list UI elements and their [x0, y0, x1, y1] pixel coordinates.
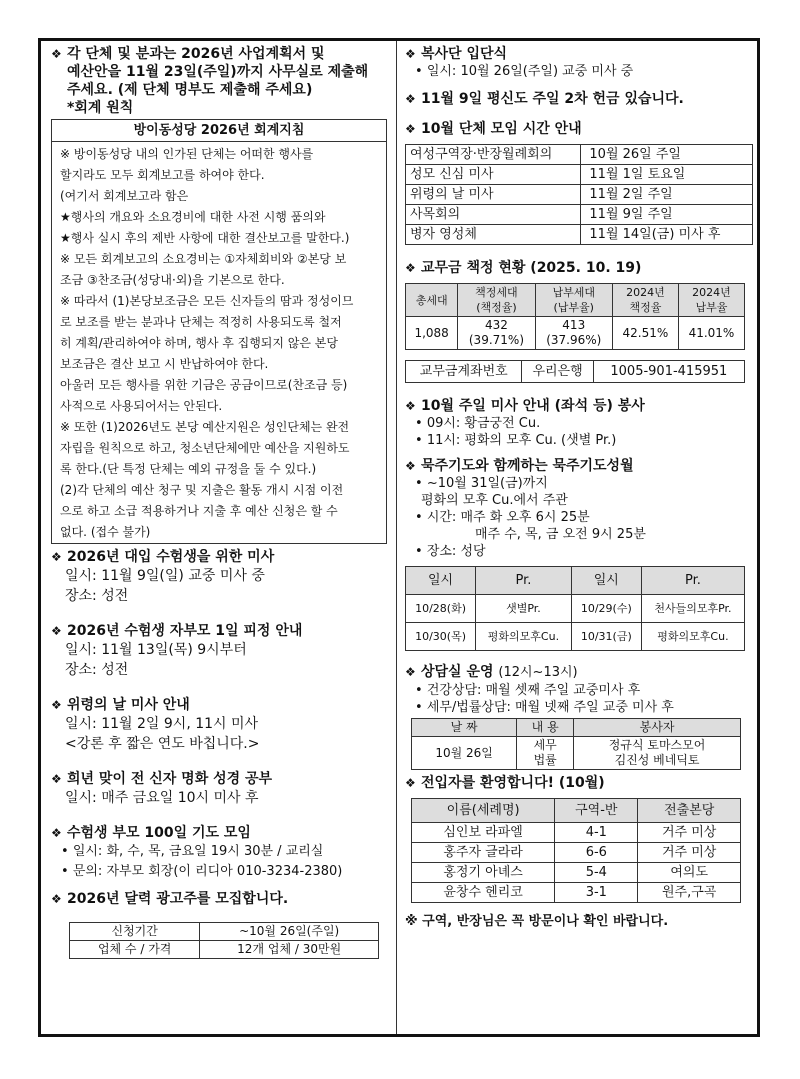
section-line: 장소: 성전 — [65, 662, 129, 678]
bullet-line: • 일시: 10월 26일(주일) 교중 미사 중 — [415, 64, 634, 79]
section-line: 장소: 성전 — [65, 588, 129, 604]
account-number: 1005-901-415951 — [593, 361, 744, 383]
right-column — [405, 45, 757, 930]
column-divider — [396, 41, 397, 1034]
table-cell: 1,088 — [406, 317, 458, 350]
table-row — [412, 737, 741, 770]
newcomers-table — [411, 798, 741, 903]
section-heading: 10월 단체 모임 시간 안내 — [421, 121, 582, 137]
table-cell: 10/29(수) — [571, 595, 641, 623]
guideline-line: (2)각 단체의 예산 청구 및 지출은 활동 개시 시점 이전 — [60, 483, 344, 497]
table-cell: 샛별Pr. — [476, 595, 572, 623]
table-row — [406, 145, 753, 165]
table-cell: 심인보 라파엘 — [412, 823, 555, 843]
guideline-line: ※ 모든 회계보고의 소요경비는 ①자체회비와 ②본당 보 — [60, 252, 347, 266]
table-cell: 여의도 — [638, 863, 741, 883]
bullet-line: • 09시: 황금궁전 Cu. — [415, 416, 541, 431]
rosary-month-section — [405, 457, 757, 651]
section-line: 일시: 11월 13일(목) 9시부터 — [65, 642, 247, 658]
diamond-bullet-icon: ❖ — [51, 47, 62, 61]
table-cell: 여성구역장·반장월례회의 — [406, 145, 581, 165]
dues-table — [405, 283, 745, 350]
prayer-meeting-section — [51, 824, 387, 882]
section-heading: 2026년 대입 수험생을 위한 미사 — [67, 549, 275, 565]
bullet-line: • 건강상담: 매월 셋째 주일 교중미사 후 — [415, 683, 641, 698]
budget-heading-line: 예산안을 11월 23일(주일)까지 사무실로 제출해 — [67, 64, 369, 80]
table-row — [406, 185, 753, 205]
guideline-line: ※ 방이동성당 내의 인가된 단체는 어떠한 행사를 — [60, 147, 314, 161]
table-row — [412, 883, 741, 903]
column-header: 책정세대 (책정율) — [458, 284, 535, 317]
exam-mass-section — [51, 548, 387, 606]
footer-note: ※ 구역, 반장님은 꼭 방문이나 확인 바랍니다. — [405, 914, 669, 929]
table-row — [406, 361, 745, 383]
table-cell: 사목회의 — [406, 205, 581, 225]
dues-account-table — [405, 360, 745, 383]
account-label: 교무금계좌번호 — [406, 361, 522, 383]
table-row — [406, 165, 753, 185]
bullet-line: • 일시: 화, 수, 목, 금요일 19시 30분 / 교리실 — [61, 844, 324, 859]
rosary-schedule-table — [405, 566, 745, 651]
table-cell: 10/30(목) — [406, 623, 476, 651]
left-column — [51, 45, 387, 959]
column-header: 날 짜 — [412, 719, 517, 737]
calendar-ad-table — [69, 922, 379, 959]
guideline-line: 아울러 모든 행사를 위한 기금은 공금이므로(찬조금 등) — [60, 378, 348, 392]
accounting-guideline-box — [51, 119, 387, 544]
table-row — [412, 843, 741, 863]
section-heading: 전입자를 환영합니다! (10월) — [421, 775, 605, 791]
table-cell: 42.51% — [612, 317, 678, 350]
table-row — [406, 225, 753, 245]
table-header-row — [412, 719, 741, 737]
diamond-bullet-icon: ❖ — [405, 459, 416, 473]
section-heading: 희년 맞이 전 신자 명화 성경 공부 — [67, 771, 273, 787]
table-header-row — [406, 567, 745, 595]
section-heading: 상담실 운영 — [421, 664, 494, 680]
guideline-line: ※ 따라서 (1)본당보조금은 모든 신자들의 땀과 정성이므 — [60, 294, 354, 308]
diamond-bullet-icon: ❖ — [405, 261, 416, 275]
column-header: 구역-반 — [555, 799, 638, 823]
table-cell: 신청기간 — [70, 923, 200, 941]
section-line: 일시: 매주 금요일 10시 미사 후 — [65, 790, 259, 806]
diamond-bullet-icon: ❖ — [405, 399, 416, 413]
column-header: Pr. — [476, 567, 572, 595]
bullet-line: • 장소: 성당 — [415, 544, 486, 559]
accounting-principle-note: *회계 원칙 — [67, 100, 134, 116]
table-cell: 평화의모후Cu. — [476, 623, 572, 651]
mass-service-section — [405, 397, 757, 449]
guideline-line: 로 보조를 받는 분과나 단체는 적정히 사용되도록 철저 — [60, 315, 342, 329]
table-cell: 병자 영성체 — [406, 225, 581, 245]
diamond-bullet-icon: ❖ — [51, 624, 62, 638]
group-meeting-table — [405, 144, 753, 245]
counseling-volunteers: 정규식 토마스모어 김진성 베네딕토 — [574, 737, 741, 770]
counseling-topics: 세무 법률 — [517, 737, 574, 770]
column-header: 총세대 — [406, 284, 458, 317]
section-line: 평화의 모후 Cu.에서 주관 — [421, 493, 568, 508]
table-row — [406, 595, 745, 623]
column-header: 이름(세례명) — [412, 799, 555, 823]
guideline-line: 조금 ③찬조금(성당내·외)을 기본으로 한다. — [60, 273, 285, 287]
bullet-line: • 시간: 매주 화 오후 6시 25분 — [415, 510, 590, 525]
dues-status-section — [405, 259, 757, 383]
guideline-line: ※ 또한 (1)2026년도 본당 예산지원은 성인단체는 완전 — [60, 420, 350, 434]
table-cell: ~10월 26일(주일) — [200, 923, 379, 941]
table-header-row — [406, 284, 745, 317]
guideline-line: 록 한다.(단 특정 단체는 예외 규정을 둘 수 있다.) — [60, 462, 317, 476]
section-line: 매주 수, 목, 금 오전 9시 25분 — [475, 527, 646, 542]
section-line: 일시: 11월 9일(일) 교중 미사 중 — [65, 568, 265, 584]
diamond-bullet-icon: ❖ — [405, 665, 416, 679]
guideline-line: ★행사의 개요와 소요경비에 대한 사전 시행 품의와 — [60, 210, 326, 224]
section-heading: 교무금 책정 현황 (2025. 10. 19) — [421, 260, 642, 276]
table-cell: 3-1 — [555, 883, 638, 903]
table-row — [406, 205, 753, 225]
bullet-line: • 문의: 자부모 회장(이 리디아 010-3234-2380) — [61, 864, 343, 879]
counseling-section — [405, 663, 757, 770]
table-cell: 4-1 — [555, 823, 638, 843]
section-heading: 11월 9일 평신도 주일 2차 헌금 있습니다. — [421, 91, 684, 107]
counseling-table — [411, 718, 741, 770]
table-cell: 천사들의모후Pr. — [641, 595, 744, 623]
table-cell: 12개 업체 / 30만원 — [200, 941, 379, 959]
column-header: 일시 — [571, 567, 641, 595]
table-cell: 6-6 — [555, 843, 638, 863]
bulletin-page — [38, 38, 760, 1037]
bible-study-section — [51, 770, 387, 808]
table-header-row — [412, 799, 741, 823]
all-souls-mass-section — [51, 696, 387, 754]
table-cell: 윤창수 헨리코 — [412, 883, 555, 903]
collection-notice — [405, 90, 757, 108]
guideline-line: 히 계획/관리하여야 하며, 행사 후 집행되지 않은 본당 — [60, 336, 338, 350]
table-cell: 거주 미상 — [638, 823, 741, 843]
counseling-hours: (12시~13시) — [498, 665, 578, 680]
table-cell: 5-4 — [555, 863, 638, 883]
diamond-bullet-icon: ❖ — [405, 92, 416, 106]
table-cell: 11월 14일(금) 미사 후 — [581, 225, 753, 245]
guideline-line: ★행사 실시 후의 제반 사항에 대한 결산보고를 말한다.) — [60, 231, 350, 245]
guideline-lines — [60, 144, 378, 543]
table-cell: 업체 수 / 가격 — [70, 941, 200, 959]
calendar-ad-section — [51, 890, 387, 959]
section-heading: 10월 주일 미사 안내 (좌석 등) 봉사 — [421, 398, 645, 414]
guideline-line: (여기서 회계보고라 함은 — [60, 189, 189, 203]
guideline-title: 방이동성당 2026년 회계지침 — [52, 120, 386, 142]
diamond-bullet-icon: ❖ — [51, 550, 62, 564]
table-cell: 홍주자 글라라 — [412, 843, 555, 863]
section-heading: 복사단 입단식 — [421, 46, 508, 62]
bullet-line: • ~10월 31일(금)까지 — [415, 476, 548, 491]
guideline-line: 으로 하고 소급 적용하거나 지출 후 예산 신청은 할 수 — [60, 504, 338, 518]
column-header: 2024년 책정율 — [612, 284, 678, 317]
guideline-line: 사적으로 사용되어서는 안된다. — [60, 399, 223, 413]
table-cell: 11월 2일 주일 — [581, 185, 753, 205]
table-cell: 홍정기 아녜스 — [412, 863, 555, 883]
section-heading: 2026년 달력 광고주를 모집합니다. — [67, 891, 289, 907]
table-cell: 11월 9일 주일 — [581, 205, 753, 225]
table-row — [406, 317, 745, 350]
table-row — [70, 941, 379, 959]
section-heading: 위령의 날 미사 안내 — [67, 697, 190, 713]
diamond-bullet-icon: ❖ — [51, 892, 62, 906]
table-row — [70, 923, 379, 941]
table-cell: 11월 1일 토요일 — [581, 165, 753, 185]
table-cell: 위령의 날 미사 — [406, 185, 581, 205]
table-cell: 거주 미상 — [638, 843, 741, 863]
section-heading: 2026년 수험생 자부모 1일 피정 안내 — [67, 623, 303, 639]
guideline-line: 없다. (접수 불가) — [60, 525, 151, 539]
altar-server-section — [405, 45, 757, 80]
column-header: 봉사자 — [574, 719, 741, 737]
guideline-line: 보조금은 결산 보고 시 반납하여야 한다. — [60, 357, 269, 371]
diamond-bullet-icon: ❖ — [51, 826, 62, 840]
table-row — [412, 823, 741, 843]
counseling-date: 10월 26일 — [412, 737, 517, 770]
table-cell: 432 (39.71%) — [458, 317, 535, 350]
column-header: 일시 — [406, 567, 476, 595]
budget-heading-line: 각 단체 및 분과는 2026년 사업계획서 및 — [67, 46, 325, 62]
account-bank: 우리은행 — [522, 361, 593, 383]
column-header: Pr. — [641, 567, 744, 595]
column-header: 전출본당 — [638, 799, 741, 823]
column-header: 2024년 납부율 — [678, 284, 744, 317]
table-cell: 10월 26일 주일 — [581, 145, 753, 165]
section-heading: 수험생 부모 100일 기도 모임 — [67, 825, 251, 841]
table-cell: 10/31(금) — [571, 623, 641, 651]
table-row — [406, 623, 745, 651]
section-line: 일시: 11월 2일 9시, 11시 미사 — [65, 716, 259, 732]
table-cell: 41.01% — [678, 317, 744, 350]
diamond-bullet-icon: ❖ — [51, 772, 62, 786]
budget-notice — [51, 45, 387, 117]
group-meeting-section — [405, 120, 757, 245]
table-cell: 413 (37.96%) — [535, 317, 612, 350]
table-cell: 평화의모후Cu. — [641, 623, 744, 651]
diamond-bullet-icon: ❖ — [405, 776, 416, 790]
table-cell: 원주,구곡 — [638, 883, 741, 903]
diamond-bullet-icon: ❖ — [405, 47, 416, 61]
section-line: <강론 후 짧은 연도 바칩니다.> — [65, 736, 260, 752]
column-header: 납부세대 (납부율) — [535, 284, 612, 317]
table-cell: 10/28(화) — [406, 595, 476, 623]
budget-heading-line: 주세요. (제 단체 명부도 제출해 주세요) — [67, 82, 313, 98]
guideline-line: 자립을 원칙으로 하고, 청소년단체에만 예산을 지원하도 — [60, 441, 350, 455]
bullet-line: • 11시: 평화의 모후 Cu. (샛별 Pr.) — [415, 433, 617, 448]
newcomers-section — [405, 774, 757, 930]
table-row — [412, 863, 741, 883]
diamond-bullet-icon: ❖ — [405, 122, 416, 136]
retreat-section — [51, 622, 387, 680]
guideline-line: 할지라도 모두 회계보고를 하여야 한다. — [60, 168, 265, 182]
column-header: 내 용 — [517, 719, 574, 737]
section-heading: 묵주기도와 함께하는 묵주기도성월 — [421, 458, 634, 474]
table-cell: 성모 신심 미사 — [406, 165, 581, 185]
diamond-bullet-icon: ❖ — [51, 698, 62, 712]
bullet-line: • 세무/법률상담: 매월 넷째 주일 교중 미사 후 — [415, 700, 674, 715]
